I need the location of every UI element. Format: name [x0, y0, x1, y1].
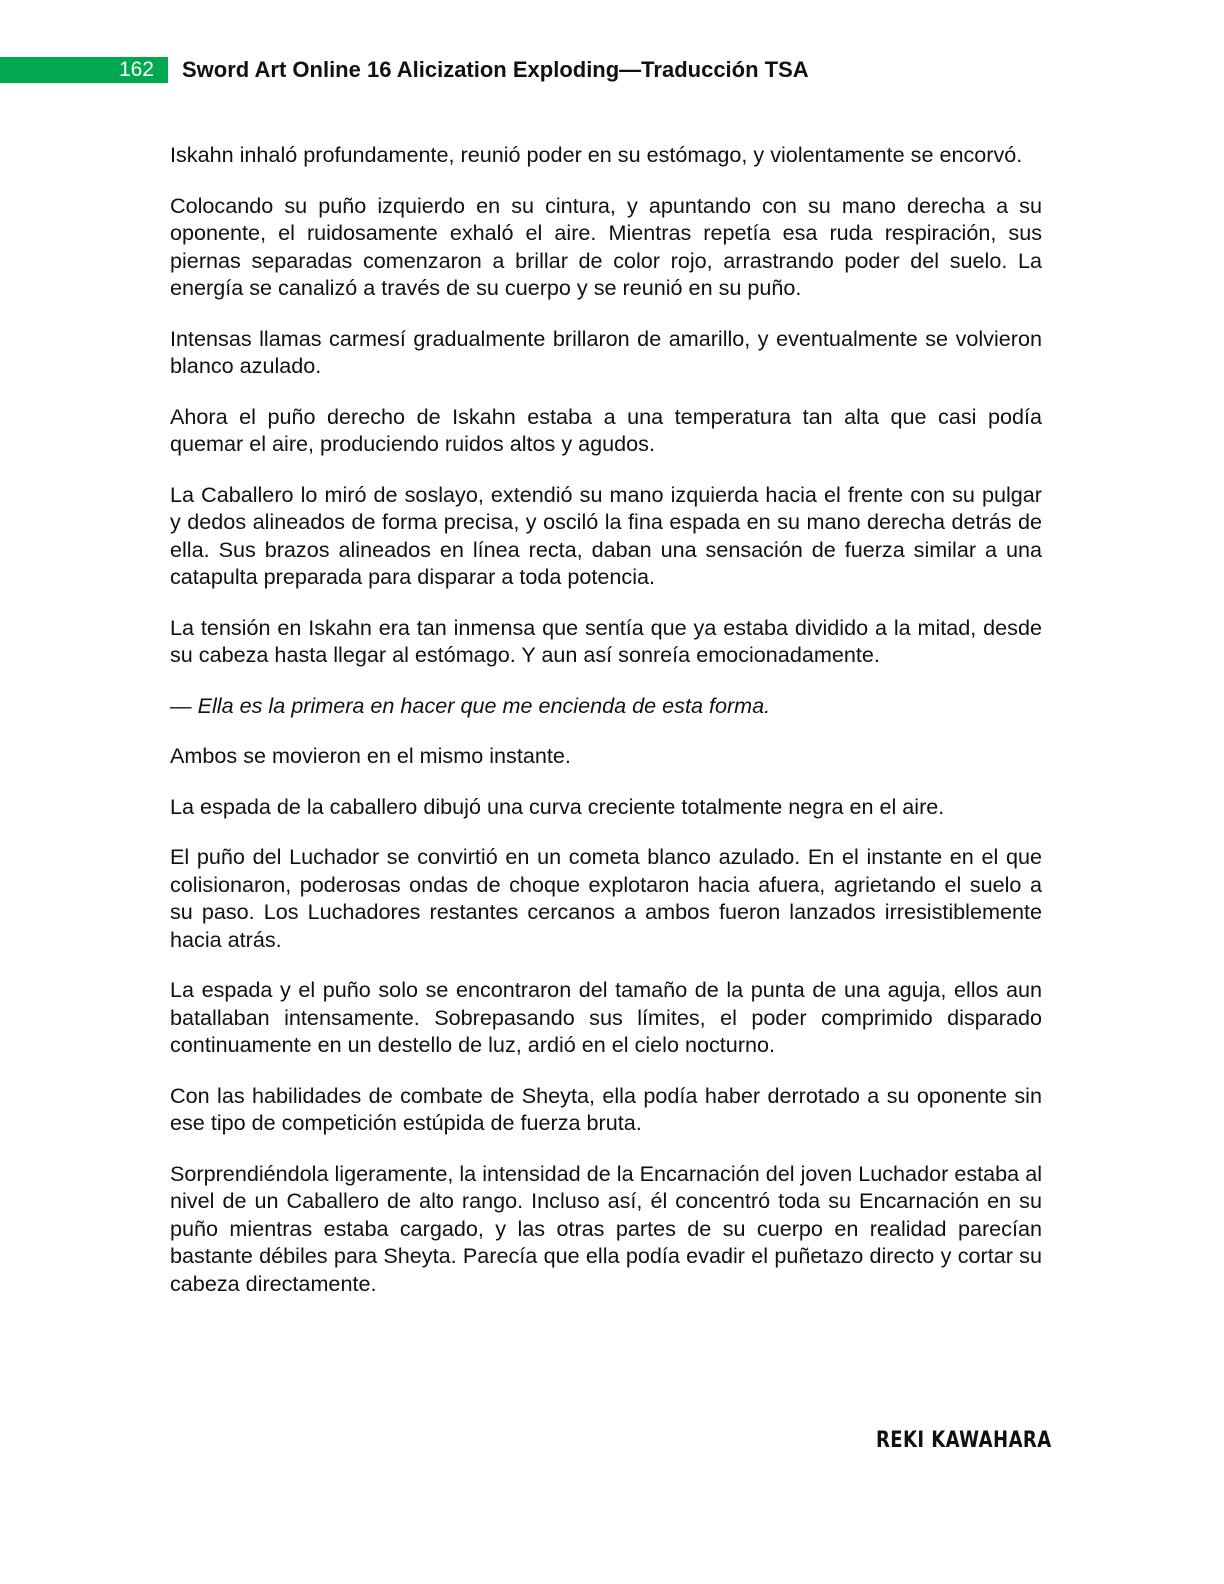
- paragraph: La espada de la caballero dibujó una curva creciente totalmente negra en el aire.: [170, 793, 945, 819]
- paragraph: Iskahn inhaló profundamente, reunió poder en su estómago, y violentamente se encorvó.: [170, 142, 1023, 167]
- paragraph: Ahora el puño derecho de Iskahn estaba a una temperatura tan alta que casi podía quemar el aire, produciendo ruidos altos y agudos.: [170, 403, 1042, 456]
- paragraph: Ambos se movieron en el mismo instante.: [170, 743, 571, 768]
- author-footer: REKI KAWAHARA: [876, 1428, 1052, 1453]
- paragraph: El puño del Luchador se convirtió en un cometa blanco azulado. En el instante en el que colisionaron, poderosas ondas de choque explotaron hacia afuera, agrietando el suelo a su paso. Los Luchadores restantes cercanos a ambos fueron lanzados irresistiblemente hacia atrás.: [170, 844, 1042, 952]
- page-number-bar: [0, 57, 168, 83]
- paragraph: Con las habilidades de combate de Sheyta, ella podía haber derrotado a su oponente sin ese tipo de competición estúpida de fuerza bruta.: [170, 1082, 1042, 1135]
- book-title: Sword Art Online 16 Alicization Exploding—Traducción TSA: [182, 57, 809, 82]
- page-number: 162: [118, 58, 154, 81]
- paragraph: Intensas llamas carmesí gradualmente brillaron de amarillo, y eventualmente se volvieron blanco azulado.: [170, 325, 1042, 378]
- paragraph: La Caballero lo miró de soslayo, extendió su mano izquierda hacia el frente con su pulgar y dedos alineados de forma precisa, y osciló la fina espada en su mano derecha detrás de ella. Sus brazos alineados en línea recta, daban una sensación de fuerza similar a una catapulta preparada para disparar a toda potencia.: [170, 481, 1042, 589]
- page-header: [0, 57, 1224, 83]
- paragraph: Sorprendiéndola ligeramente, la intensidad de la Encarnación del joven Luchador estaba al nivel de un Caballero de alto rango. Incluso así, él concentró toda su Encarnación en su puño mientras estaba cargado, y las otras partes de su cuerpo en realidad parecían bastante débiles para Sheyta. Parecía que ella podía evadir el puñetazo directo y cortar su cabeza directamente.: [170, 1160, 1042, 1296]
- paragraph: La tensión en Iskahn era tan inmensa que sentía que ya estaba dividido a la mitad, desde su cabeza hasta llegar al estómago. Y aun así sonreía emocionadamente.: [170, 614, 1042, 667]
- italic-thought-paragraph: — Ella es la primera en hacer que me encienda de esta forma.: [170, 692, 771, 718]
- page-body: [170, 141, 1042, 1320]
- paragraph: La espada y el puño solo se encontraron del tamaño de la punta de una aguja, ellos aun batallaban intensamente. Sobrepasando sus límites, el poder comprimido disparado continuamente en un destello de luz, ardió en el cielo nocturno.: [170, 977, 1042, 1057]
- paragraph: Colocando su puño izquierdo en su cintura, y apuntando con su mano derecha a su oponente, el ruidosamente exhaló el aire. Mientras repetía esa ruda respiración, sus piernas separadas comenzaron a brillar de color rojo, arrastrando poder del suelo. La energía se canalizó a través de su cuerpo y se reunió en su puño.: [170, 192, 1042, 300]
